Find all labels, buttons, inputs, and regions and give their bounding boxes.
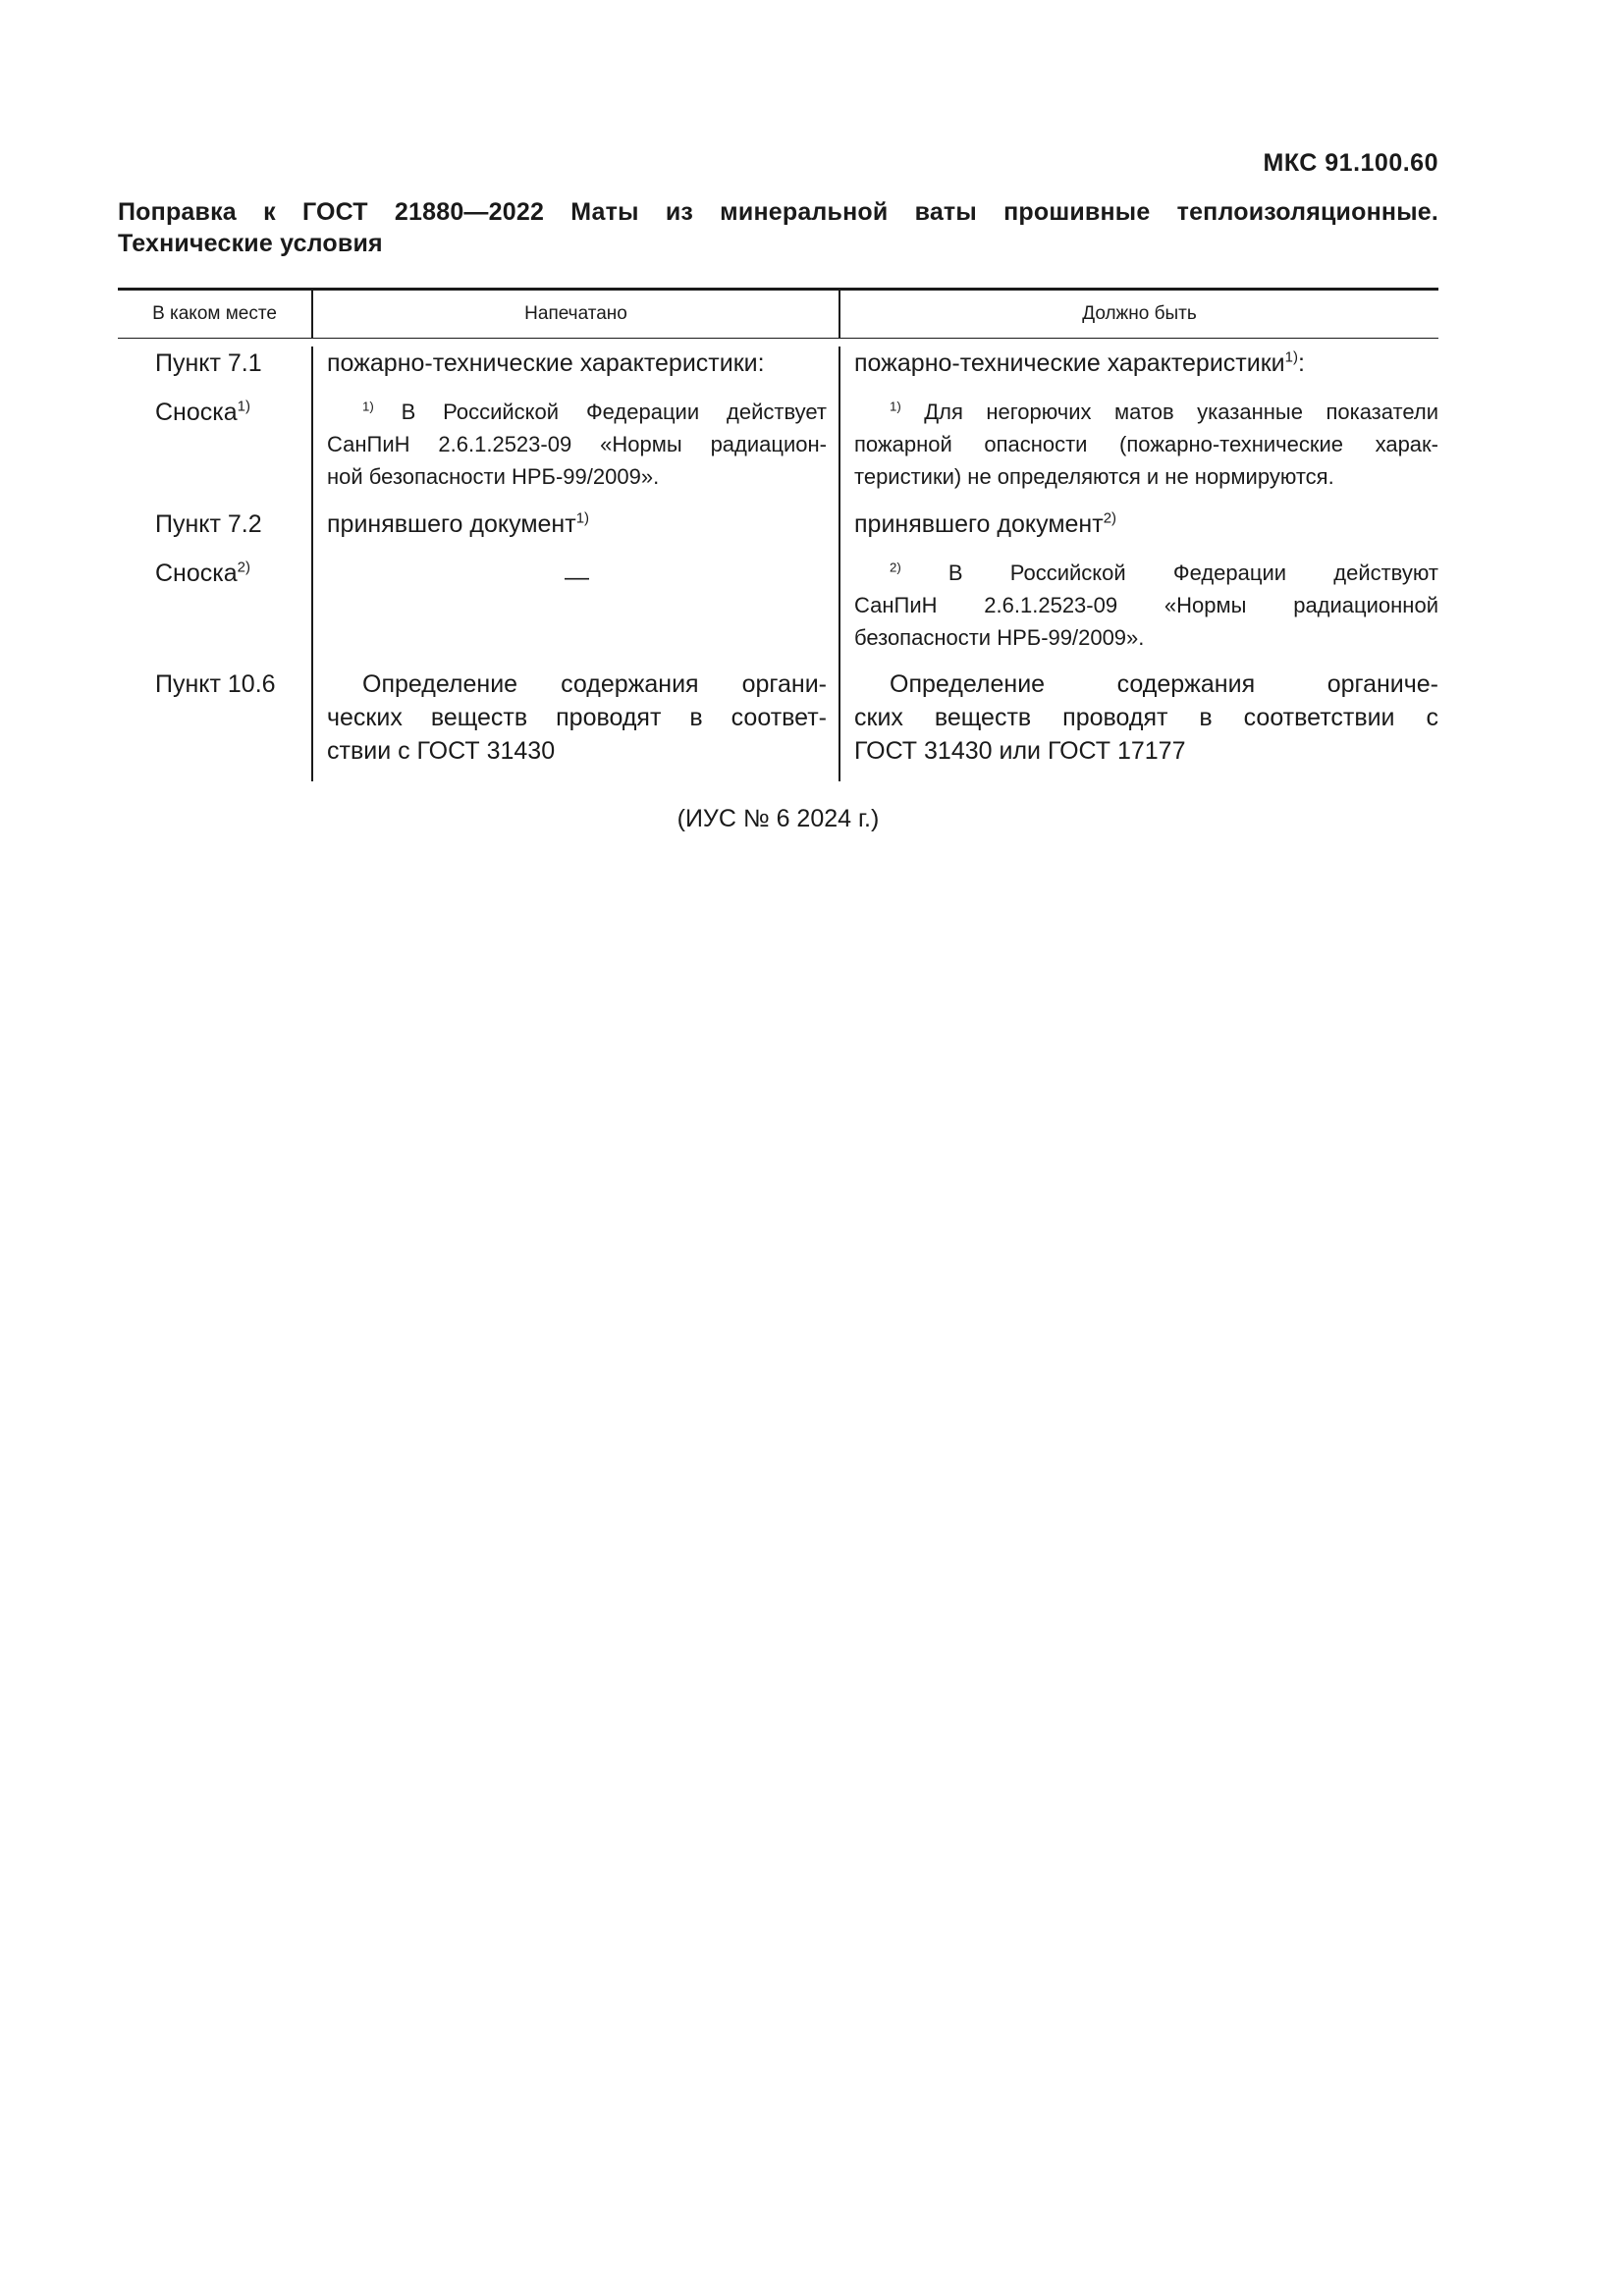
footnote-marker: 2) xyxy=(1103,509,1117,527)
should-line-1: $^{2)}$ В Российской Федерации действуют xyxy=(890,560,1438,585)
ius-reference: (ИУС № 6 2024 г.) xyxy=(677,805,880,832)
printed-line-2: ческих веществ проводят в соответ- xyxy=(327,704,827,731)
footnote-marker: 1) xyxy=(362,399,374,414)
row-should-be: принявшего документ$^{2)}$ xyxy=(839,507,1438,557)
column-header-place: В каком месте xyxy=(152,303,277,324)
title-line-1: Поправка к ГОСТ 21880—2022 Маты из минеральной ваты прошивные теплоизоляционные. xyxy=(118,198,1438,226)
row-place: Пункт 10.6 xyxy=(155,670,276,698)
row-place xyxy=(118,396,311,507)
footnote-marker: 1) xyxy=(575,509,590,527)
row-place: Пункт 7.1 xyxy=(155,349,262,377)
should-line-2: ских веществ проводят в соответствии с xyxy=(854,704,1438,731)
column-header-printed: Напечатано xyxy=(311,291,839,338)
printed-line-1: $^{1)}$ В Российской Федерации действует xyxy=(362,399,827,424)
footnote-marker: 2) xyxy=(890,560,901,575)
row-place: Сноска$^{2)}$ xyxy=(155,559,250,587)
should-line-3: теристики) не определяются и не нормируются. xyxy=(854,464,1334,489)
printed-line-2: СанПиН 2.6.1.2523-09 «Нормы радиацион- xyxy=(327,432,827,456)
printed-line-3: ной безопасности НРБ-99/2009». xyxy=(327,464,660,489)
row-printed-dash: — xyxy=(311,557,839,667)
footnote-marker: 2) xyxy=(237,559,250,576)
mks-code: МКС 91.100.60 xyxy=(1263,149,1438,177)
row-printed: принявшего документ$^{1)}$ xyxy=(311,507,839,557)
should-line-2: СанПиН 2.6.1.2523-09 «Нормы радиационной xyxy=(854,593,1438,617)
row-printed xyxy=(311,396,839,507)
row-place: Пункт 7.2 xyxy=(155,510,262,538)
table-row xyxy=(118,507,1438,557)
should-text: пожарно-технические характеристики xyxy=(854,349,1285,377)
corrections-table xyxy=(118,288,1438,781)
should-line-3: ГОСТ 31430 или ГОСТ 17177 xyxy=(854,737,1186,765)
table-row xyxy=(118,396,1438,507)
table-row xyxy=(118,667,1438,781)
row-printed: пожарно-технические характеристики: xyxy=(311,347,839,396)
footnote-marker: 1) xyxy=(237,398,250,415)
place-text: Сноска xyxy=(155,399,238,426)
row-should-be xyxy=(839,667,1438,781)
document-title xyxy=(118,196,1438,259)
row-should-be xyxy=(839,396,1438,507)
footnote-marker: 1) xyxy=(890,399,901,414)
printed-line-3: ствии с ГОСТ 31430 xyxy=(327,737,556,765)
row-printed xyxy=(311,667,839,781)
row-should-be xyxy=(839,557,1438,667)
footnote-marker: 1) xyxy=(1284,348,1298,366)
column-header-should-be: Должно быть xyxy=(839,291,1438,338)
should-tail: : xyxy=(1297,349,1305,377)
table-header xyxy=(118,291,1438,339)
table-row xyxy=(118,557,1438,667)
should-line-1: Определение содержания органиче- xyxy=(890,670,1438,698)
should-line-2: пожарной опасности (пожарно-технические харак- xyxy=(854,432,1438,456)
should-line-1: $^{1)}$ Для негорючих матов указанные показатели xyxy=(890,399,1438,424)
printed-line-1: Определение содержания органи- xyxy=(362,670,827,698)
title-line-2: Технические условия xyxy=(118,230,383,257)
should-line-3: безопасности НРБ-99/2009». xyxy=(854,625,1145,650)
row-should-be xyxy=(839,347,1438,396)
table-row xyxy=(118,339,1438,396)
table-body xyxy=(118,339,1438,781)
